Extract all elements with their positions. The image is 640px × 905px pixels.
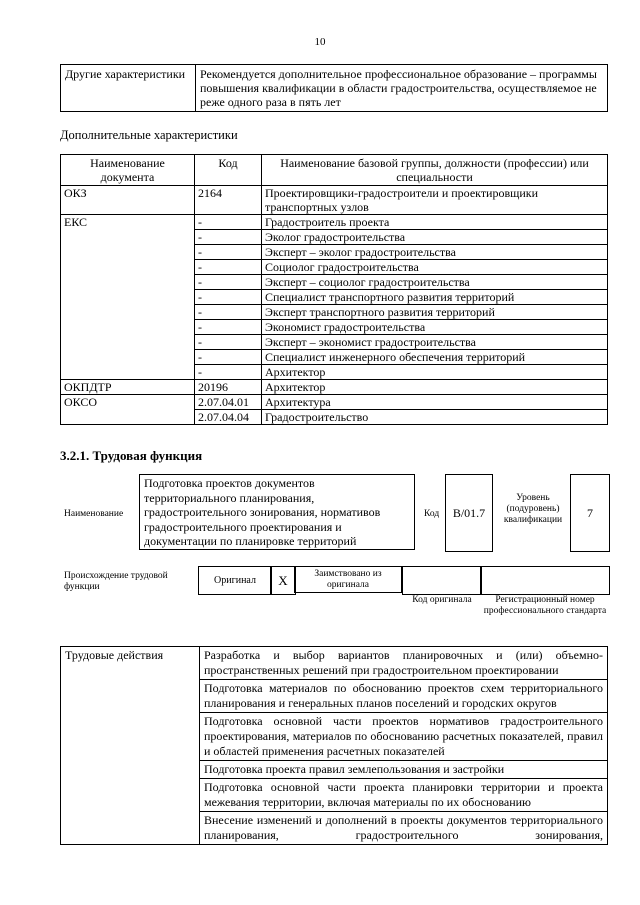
eks-code: - [195,245,262,260]
eks-code: - [195,260,262,275]
function-heading: 3.2.1. Трудовая функция [60,448,203,463]
other-characteristics-table [60,64,608,112]
labor-action-item: Подготовка проекта правил землепользования и застройки [200,761,608,779]
eks-name: Специалист транспортного развития территорий [262,290,608,305]
function-name: Подготовка проектов документов территориального планирования, градостроительного зонирования, нормативов градостроительного проектирования и документации по планировке территорий [139,474,415,550]
function-code: B/01.7 [445,474,493,552]
labor-actions-table [60,646,608,845]
registration-number-cell [480,566,610,595]
eks-code: - [195,230,262,245]
eks-code: - [195,350,262,365]
okpdtr-name: Архитектор [262,380,608,395]
additional-title: Дополнительные характеристики [60,128,238,142]
original-code-label: Код оригинала [412,595,472,605]
labor-action-item: Разработка и выбор вариантов планировочных и (или) объемно-пространственных решений при градостроительном проектировании [200,647,608,680]
okpdtr-doc: ОКПДТР [61,380,195,395]
other-label: Другие характеристики [61,65,196,112]
eks-name: Эксперт транспортного развития территорий [262,305,608,320]
eks-name: Эксперт – социолог градостроительства [262,275,608,290]
original-mark: X [270,566,296,595]
okso-doc: ОКСО [61,395,195,425]
eks-code: - [195,290,262,305]
okso-name: Градостроительство [262,410,608,425]
okpdtr-code: 20196 [195,380,262,395]
eks-code: - [195,275,262,290]
eks-code: - [195,365,262,380]
eks-name: Социолог градостроительства [262,260,608,275]
labor-action-item: Подготовка основной части проекта планировки территории и проекта межевания территории, включая материалы по их обоснованию [200,779,608,812]
eks-name: Эколог градостроительства [262,230,608,245]
qualification-level-label: Уровень (подуровень) квалификации [503,493,563,525]
borrowed-cell: Заимствовано из оригинала [294,566,402,593]
col-header-name: Наименование базовой группы, должности (профессии) или специальности [262,155,608,186]
eks-name: Градостроитель проекта [262,215,608,230]
original-code-cell [402,566,482,595]
okz-doc: ОКЗ [61,186,195,215]
eks-name: Специалист инженерного обеспечения территорий [262,350,608,365]
eks-doc: ЕКС [61,215,195,380]
col-header-doc: Наименование документа [61,155,195,186]
okz-code: 2164 [195,186,262,215]
okso-code: 2.07.04.01 [195,395,262,410]
origin-label: Происхождение трудовой функции [64,571,168,592]
eks-name: Эксперт – эколог градостроительства [262,245,608,260]
eks-name: Эксперт – экономист градостроительства [262,335,608,350]
qualification-level: 7 [570,474,610,552]
okso-name: Архитектура [262,395,608,410]
function-code-label: Код [424,509,440,519]
eks-name: Архитектор [262,365,608,380]
eks-code: - [195,305,262,320]
okso-code: 2.07.04.04 [195,410,262,425]
original-cell: Оригинал [198,566,272,595]
labor-actions-label: Трудовые действия [61,647,200,845]
labor-action-item: Подготовка основной части проектов нормативов градостроительного проектирования, материалов по обоснованию расчетных показателей, правил и областей применения расчетных показателей [200,713,608,761]
eks-name: Экономист градостроительства [262,320,608,335]
other-text: Рекомендуется дополнительное профессиональное образование – программы повышения квалификации в области градостроительства, осуществляемое не реже одного раза в пять лет [196,65,608,112]
labor-action-item: Внесение изменений и дополнений в проекты документов территориального планирования, градостроительного зонирования, [200,812,608,845]
page-number: 10 [314,36,326,48]
registration-number-label: Регистрационный номер профессионального стандарта [483,595,607,616]
okz-name: Проектировщики-градостроители и проектировщики транспортных узлов [262,186,608,215]
function-name-label: Наименование [64,509,124,519]
eks-code: - [195,215,262,230]
eks-code: - [195,335,262,350]
col-header-code: Код [195,155,262,186]
additional-characteristics-table [60,154,608,425]
labor-action-item: Подготовка материалов по обоснованию проектов схем территориального планирования и генеральных планов поселений и городских округов [200,680,608,713]
eks-code: - [195,320,262,335]
